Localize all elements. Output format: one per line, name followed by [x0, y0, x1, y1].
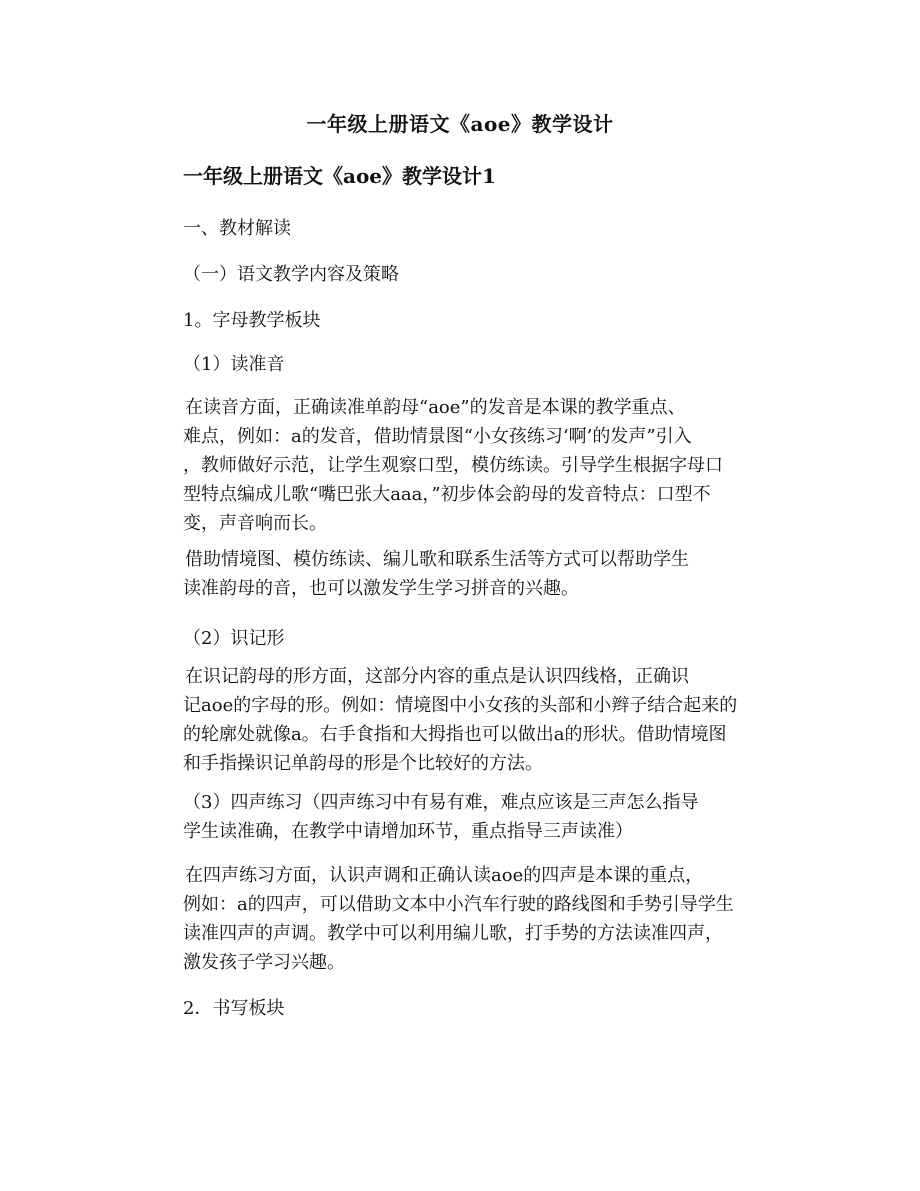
paragraph-line: 记aoe的字母的形。例如：情境图中小女孩的头部和小辫子结合起来的: [183, 695, 738, 716]
section-heading-textbook-analysis: 一、教材解读: [183, 218, 291, 239]
paragraph-four-tones-heading: [183, 788, 783, 846]
paragraph-line: 读准韵母的音，也可以激发学生学习拼音的兴趣。: [183, 578, 579, 599]
subsection-heading-teaching-content: （一）语文教学内容及策略: [183, 264, 399, 285]
paragraph-line: 和手指操识记单韵母的形是个比较好的方法。: [183, 753, 543, 774]
item-heading-shape-recognition: （2）识记形: [183, 628, 285, 649]
paragraph-line: 在识记韵母的形方面，这部分内容的重点是认识四线格，正确识: [185, 666, 689, 687]
paragraph-shape-recognition: [183, 662, 783, 778]
paragraph-line: 例如：a的四声，可以借助文本中小汽车行驶的路线图和手势引导学生: [183, 894, 734, 915]
item-heading-writing: 2．书写板块: [183, 998, 285, 1019]
paragraph-line: 在四声练习方面，认识声调和正确认读aoe的四声是本课的重点，: [185, 865, 704, 886]
document-subtitle: 一年级上册语文《aoe》教学设计1: [183, 164, 496, 188]
paragraph-line: 激发孩子学习兴趣。: [183, 952, 345, 973]
paragraph-line: 学生读准确，在教学中请增加环节，重点指导三声读准）: [183, 821, 633, 842]
item-heading-letter-teaching: 1。字母教学板块: [183, 310, 321, 331]
paragraph-line: 变，声音响而长。: [183, 513, 327, 534]
paragraph-line: ，教师做好示范，让学生观察口型，模仿练读。引导学生根据字母口: [183, 455, 723, 476]
paragraph-line: 借助情境图、模仿练读、编儿歌和联系生活等方式可以帮助学生: [185, 549, 689, 570]
paragraph-methods: [183, 545, 783, 603]
paragraph-line: 难点，例如：a的发音，借助情景图“小女孩练习‘啊’的发声”引入: [183, 426, 692, 447]
paragraph-line: （3）四声练习（四声练习中有易有难，难点应该是三声怎么指导: [183, 792, 699, 813]
paragraph-pronunciation: [183, 393, 783, 538]
paragraph-line: 型特点编成儿歌“嘴巴张大aaa，”初步体会韵母的发音特点：口型不: [183, 484, 711, 505]
item-heading-pronunciation: （1）读准音: [183, 354, 285, 375]
paragraph-line: 的轮廓处就像a。右手食指和大拇指也可以做出a的形状。借助情境图: [183, 724, 727, 745]
paragraph-line: 在读音方面，正确读准单韵母“aoe”的发音是本课的教学重点、: [185, 397, 686, 418]
document-title: 一年级上册语文《aoe》教学设计: [306, 112, 614, 136]
paragraph-line: 读准四声的声调。教学中可以利用编儿歌，打手势的方法读准四声，: [183, 923, 723, 944]
paragraph-four-tones: [183, 861, 783, 977]
